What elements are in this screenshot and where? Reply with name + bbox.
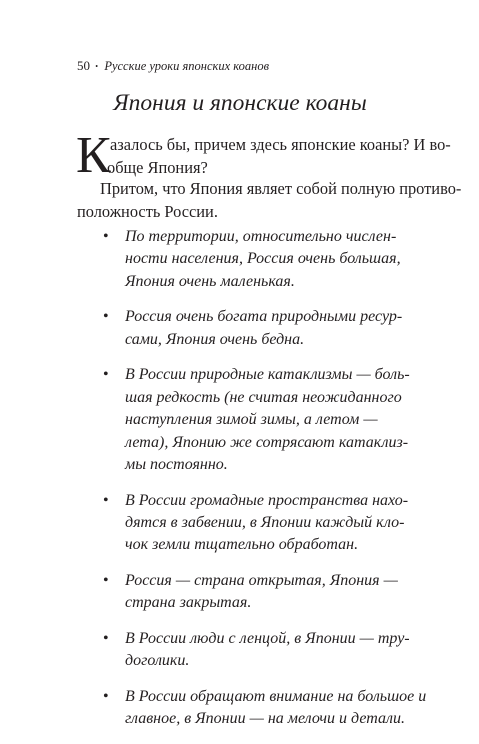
list-item-line: В России природные катаклизмы — боль- xyxy=(125,366,410,384)
list-item xyxy=(77,628,410,673)
contrast-list xyxy=(77,226,427,744)
list-item-line: В России громадные пространства нахо- xyxy=(125,491,409,509)
paragraph-line: положность России. xyxy=(77,201,218,221)
list-item-line: В России люди с ленцой, в Японии — тру- xyxy=(125,630,410,648)
list-item-line: Россия — страна открытая, Япония — xyxy=(125,572,398,590)
paragraph-line: азалось бы, причем здесь японские коаны? И во- xyxy=(110,135,451,154)
list-item-line: Япония очень маленькая. xyxy=(125,272,295,290)
list-item-line: страна закрытая. xyxy=(125,594,252,612)
list-item xyxy=(77,490,407,557)
list-item xyxy=(77,686,427,731)
list-item xyxy=(77,226,407,293)
opening-paragraph xyxy=(76,127,451,184)
paragraph-line: обще Япония? xyxy=(107,157,208,177)
list-item xyxy=(77,306,407,351)
drop-cap: К xyxy=(76,127,111,184)
bullet-icon: • xyxy=(103,572,109,590)
paragraph-line: Притом, что Япония являет собой полную противо- xyxy=(100,179,462,198)
list-item-line: шая редкость (не считая неожиданного xyxy=(125,388,402,406)
list-item-line: Россия очень богата природными ресур- xyxy=(125,308,403,326)
bullet-icon: • xyxy=(103,688,109,706)
intro-paragraph xyxy=(77,178,462,223)
bullet-icon: • xyxy=(103,308,109,326)
list-item-line: доголики. xyxy=(125,652,190,670)
list-item-line: главное, в Японии — на мелочи и детали. xyxy=(125,710,405,728)
list-item-line: ности населения, Россия очень большая, xyxy=(125,250,401,268)
bullet-icon: • xyxy=(103,366,109,384)
bullet-icon: • xyxy=(103,491,109,509)
list-item-line: По территории, относительно числен- xyxy=(125,228,397,245)
book-title: Русские уроки японских коанов xyxy=(104,59,270,73)
running-head xyxy=(77,58,269,76)
page-number: 50 xyxy=(77,58,90,73)
list-item-line: чок земли тщательно обработан. xyxy=(125,536,359,554)
list-item xyxy=(77,364,410,476)
bullet-icon: • xyxy=(103,228,109,245)
list-item xyxy=(77,570,407,615)
running-head-separator: • xyxy=(95,62,99,71)
bullet-icon: • xyxy=(103,630,109,648)
list-item-line: сами, Япония очень бедна. xyxy=(125,330,305,348)
list-item-line: мы постоянно. xyxy=(125,456,228,474)
list-item-line: лета), Японию же сотрясают катаклиз- xyxy=(125,433,409,451)
list-item-line: наступления зимой зимы, а летом — xyxy=(125,411,378,429)
list-item-line: дятся в забвении, в Японии каждый кло- xyxy=(125,514,405,532)
list-item-line: В России обращают внимание на большое и xyxy=(125,688,427,706)
chapter-title: Япония и японские коаны xyxy=(113,90,367,116)
